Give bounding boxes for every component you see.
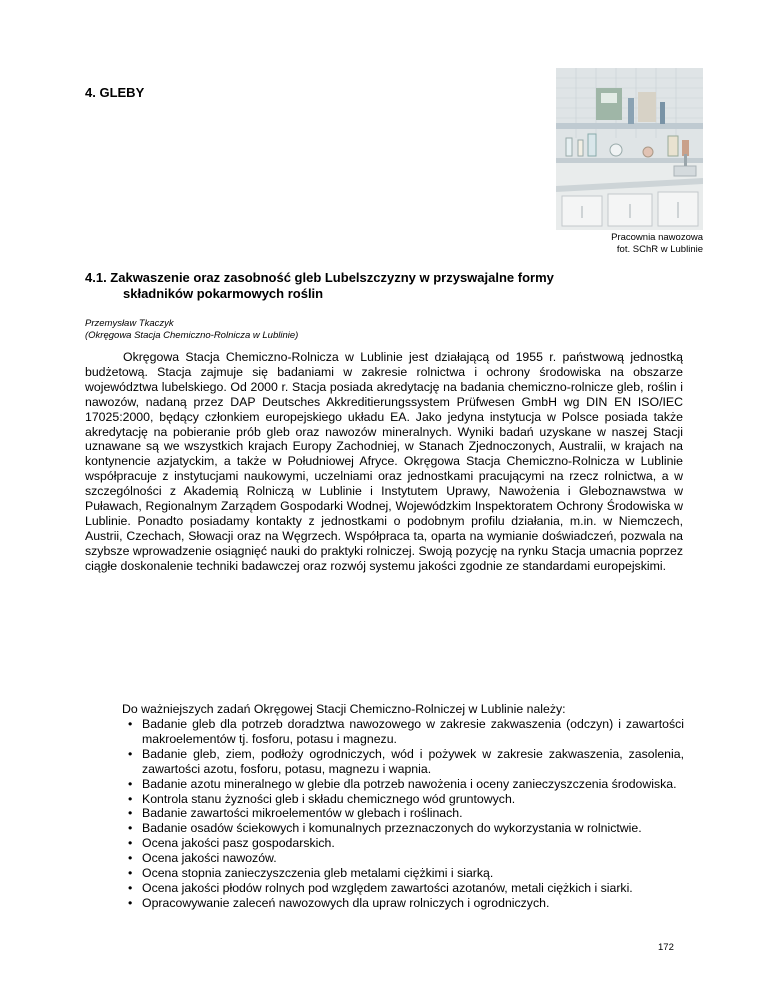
list-item: • Ocena jakości nawozów. <box>128 851 684 866</box>
author-block <box>85 318 298 342</box>
laboratory-photo <box>556 68 703 230</box>
list-item: • Badanie gleb, ziem, podłoży ogrodniczych, wód i pożywek w zakresie zakwaszenia, zasolenia, zawartości azotu, fosforu, potasu, magnezu i wapnia. <box>128 747 684 777</box>
list-item: • Ocena jakości pasz gospodarskich. <box>128 836 684 851</box>
laboratory-photo-illustration <box>556 68 703 230</box>
list-item: • Ocena stopnia zanieczyszczenia gleb metalami ciężkimi i siarką. <box>128 866 684 881</box>
tasks-intro: Do ważniejszych zadań Okręgowej Stacji Chemiczno-Rolniczej w Lublinie należy: <box>122 702 566 716</box>
photo-caption-title: Pracownia nawozowa <box>611 232 703 243</box>
list-item: • Ocena jakości płodów rolnych pod względem zawartości azotanów, metali ciężkich i siarki. <box>128 881 684 896</box>
author-affiliation: (Okręgowa Stacja Chemiczno-Rolnicza w Lublinie) <box>85 330 299 341</box>
list-item: • Badanie azotu mineralnego w glebie dla potrzeb nawożenia i oceny zanieczyszczenia środowiska. <box>128 777 684 792</box>
page-number: 172 <box>658 942 674 953</box>
list-item: • Badanie gleb dla potrzeb doradztwa nawozowego w zakresie zakwaszenia (odczyn) i zawartości makroelementów tj. fosforu, potasu i magnezu. <box>128 717 684 747</box>
chapter-title: 4. GLEBY <box>85 85 145 100</box>
section-title-line-1: 4.1. Zakwaszenie oraz zasobność gleb Lubelszczyzny w przyswajalne formy <box>85 270 554 285</box>
list-item: • Badanie zawartości mikroelementów w glebach i roślinach. <box>128 806 684 821</box>
list-item: • Kontrola stanu żyzności gleb i składu chemicznego wód gruntowych. <box>128 792 684 807</box>
tasks-list <box>128 717 684 911</box>
photo-caption-credit: fot. SChR w Lublinie <box>616 244 703 255</box>
section-title-line-2: składników pokarmowych roślin <box>123 286 324 301</box>
list-item: • Opracowywanie zaleceń nawozowych dla upraw rolniczych i ogrodniczych. <box>128 896 684 911</box>
list-item: • Badanie osadów ściekowych i komunalnych przeznaczonych do wykorzystania w rolnictwie. <box>128 821 684 836</box>
section-title <box>85 270 685 302</box>
body-paragraph: Okręgowa Stacja Chemiczno-Rolnicza w Lublinie jest działającą od 1955 r. państwową jednostką budżetową. Stacja zajmuje się badaniami w zakresie rolnictwa i ochrony środowiska na obszarze województwa lubelskiego. Od 2000 r. Stacja posiada akredytację na badania chemiczno-rolnicze gleb, roślin i nawozów, nadaną przez DAP Deutsches Akkreditierungssystem Prüfwesen GmbH wg DIN EN ISO/IEC 17025:2000, będący członkiem europejskiego układu EA. Jako jedyna instytucja w Polsce posiada także akredytację na pobieranie prób gleb oraz nawozów mineralnych. Wyniki badań uzyskane w naszej Stacji uznawane są we wszystkich krajach Europy Zachodniej, w Stanach Zjednoczonych, Australii, w krajach na kontynencie azjatyckim, a także w Południowej Afryce. Okręgowa Stacja Chemiczno-Rolnicza w Lublinie współpracuje z instytucjami naukowymi, uczelniami oraz jednostkami pracującymi na rzecz rolnictwa, a w szczególności z Akademią Rolniczą w Lublinie i Instytutem Uprawy, Nawożenia i Gleboznawstwa w Puławach, Regionalnym Zarządem Gospodarki Wodnej, Wojewódzkim Inspektoratem Ochrony Środowiska w Lublinie. Ponadto posiadamy kontakty z jednostkami o podobnym profilu działania, m.in. w Niemczech, Austrii, Czechach, Słowacji oraz na Węgrzech. Współpraca ta, oparta na wymianie doświadczeń, pozwala na szybsze wprowadzenie osiągnięć nauki do praktyki rolniczej. Swoją pozycję na rynku Stacja umacnia poprzez ciągłe doskonalenie techniki badawczej oraz rozwój systemu jakości zgodnie ze standardami europejskimi. <box>85 350 683 573</box>
author-name: Przemysław Tkaczyk <box>85 318 174 329</box>
photo-caption <box>611 232 703 256</box>
